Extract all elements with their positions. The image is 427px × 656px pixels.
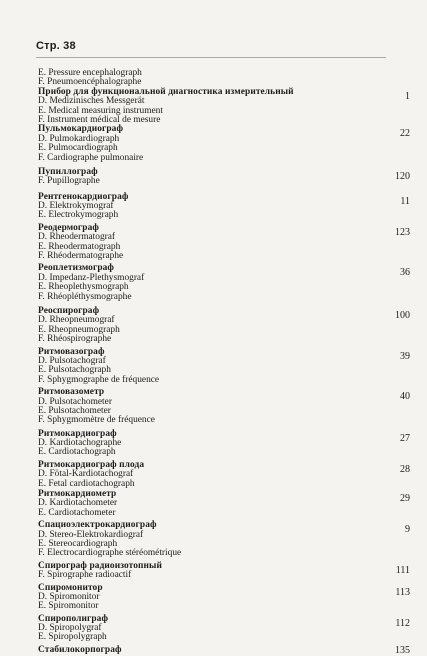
entry-term: Ритмокардиограф <box>38 428 117 439</box>
index-entry <box>38 521 410 559</box>
entry-number: 22 <box>400 128 410 140</box>
translation-line: F. Cardiographe pulmonaire <box>38 152 144 163</box>
translation-line: D. Rheodermatograf <box>38 232 116 243</box>
translation-line: E. Stereocardiograph <box>38 538 118 549</box>
entry-number: 29 <box>400 493 410 505</box>
translation-line: E. Cardiotachometer <box>38 507 116 518</box>
translation-line: E. Fetal cardiotachograph <box>38 478 135 489</box>
entry-term: Стабилокорпограф <box>38 644 122 655</box>
translation-line: F. Pneumoencéphalographe <box>38 77 142 88</box>
entry-list <box>38 69 410 655</box>
entry-number: 36 <box>400 267 410 279</box>
entry-term: Ритмовазограф <box>38 346 105 357</box>
index-entry <box>38 490 410 518</box>
translation-line: F. Electrocardiographe stéréométrique <box>38 548 182 559</box>
index-entry <box>38 348 410 386</box>
entry-number: 27 <box>400 432 410 444</box>
translation-line: E. Pulmocardiograph <box>38 143 118 154</box>
entry-term: Ритмокардиометр <box>38 489 117 500</box>
entry-term: Ритмовазометр <box>38 387 105 398</box>
entry-term: Рентгенокардиограф <box>38 191 129 202</box>
translation-line: D. Spiropolygraf <box>38 623 102 634</box>
entry-term: Спиромонитор <box>38 582 103 593</box>
entry-number: 123 <box>395 226 410 238</box>
entry-number: 113 <box>395 586 410 598</box>
translation-line: D. Pulmokardiograph <box>38 133 120 144</box>
entry-number: 39 <box>400 350 410 362</box>
translation-line: D. Pulsotachograf <box>38 355 106 366</box>
translation-line: F. Pupillographe <box>38 176 100 187</box>
entry-term: Спирополиграф <box>38 613 109 624</box>
entry-number: 100 <box>395 309 410 321</box>
entry-number: 112 <box>395 617 410 629</box>
entry-number: 135 <box>395 644 410 656</box>
entry-term: Реоплетизмограф <box>38 263 115 274</box>
entry-number: 40 <box>400 391 410 403</box>
index-entry <box>38 264 410 302</box>
translation-line: D. Pulsotachometer <box>38 396 112 407</box>
index-entry <box>38 307 410 345</box>
header-rule <box>36 57 386 58</box>
index-entry <box>38 615 410 643</box>
index-entry <box>38 461 410 489</box>
entry-term: Спациоэлектрокардиограф <box>38 520 157 531</box>
entry-term: Пульмокардиограф <box>38 124 124 135</box>
translation-line: E. Electrokymograph <box>38 210 119 221</box>
index-entry <box>38 584 410 612</box>
index-entry <box>38 388 410 426</box>
entry-number: 11 <box>400 195 410 207</box>
entry-term: Реодермограф <box>38 222 99 233</box>
translation-line: D. Stereo-Elektrokardiograf <box>38 529 144 540</box>
translation-line: D. Rheopneumograf <box>38 315 115 326</box>
translation-line: F. Sphygmographe de fréquence <box>38 374 160 385</box>
page-header: Стр. 38 <box>36 40 76 52</box>
index-entry <box>38 562 410 581</box>
index-entry <box>38 125 410 163</box>
translation-line: D. Spiromonitor <box>38 591 100 602</box>
entry-term: Прибор для функциональной диагностика измерительный <box>38 86 294 97</box>
translation-line: D. Kardiotachometer <box>38 498 118 509</box>
translation-line: E. Rheopneumograph <box>38 324 120 335</box>
translation-line: F. Spirographe radioactif <box>38 570 132 581</box>
index-entry <box>38 646 410 655</box>
translation-line: E. Rheoplethysmograph <box>38 282 129 293</box>
translation-line: E. Medical measuring instrument <box>38 105 163 116</box>
translation-line: D. Elektrokymograf <box>38 201 114 212</box>
index-entry <box>38 224 410 262</box>
translation-line: E. Rheodermatograph <box>38 241 121 252</box>
translation-line: F. Rhéopléthysmographe <box>38 291 132 302</box>
translation-line: F. Rhéodermatographe <box>38 251 124 262</box>
translation-line: F. Instrument médical de mesure <box>38 114 161 125</box>
entry-number: 28 <box>400 463 410 475</box>
index-entry <box>38 430 410 458</box>
entry-number: 120 <box>395 170 410 182</box>
translation-line: F. Sphygmomètre de fréquence <box>38 415 155 426</box>
translation-line: E. Pulsotachometer <box>38 405 111 416</box>
entry-number: 9 <box>405 524 410 536</box>
translation-line: E. Spiromonitor <box>38 601 99 612</box>
entry-term: Пупиллограф <box>38 166 98 177</box>
translation-line: D. Fötal-Kardiotachograf <box>38 469 134 480</box>
translation-line: D. Medizinisches Messgerät <box>38 96 145 107</box>
translation-line: E. Cardiotachograph <box>38 447 116 458</box>
entry-number: 1 <box>405 90 410 102</box>
translation-line: E. Pressure encephalograph <box>38 68 142 78</box>
index-entry <box>38 88 410 126</box>
entry-term: Ритмокардиограф плода <box>38 459 145 470</box>
entry-number: 111 <box>395 564 410 576</box>
continuation-block <box>38 69 410 88</box>
translation-line: F. Rhéospirographe <box>38 334 112 345</box>
index-entry <box>38 193 410 221</box>
translation-line: E. Pulsotachograph <box>38 365 111 376</box>
translation-line: D. Impedanz-Plethysmograf <box>38 272 145 283</box>
index-entry <box>38 168 410 187</box>
translation-line: D. Kardiotachographe <box>38 438 122 449</box>
entry-term: Реоспирограф <box>38 305 100 316</box>
entry-term: Спирограф радиоизотопный <box>38 560 162 571</box>
translation-line: E. Spiropolygraph <box>38 632 107 643</box>
